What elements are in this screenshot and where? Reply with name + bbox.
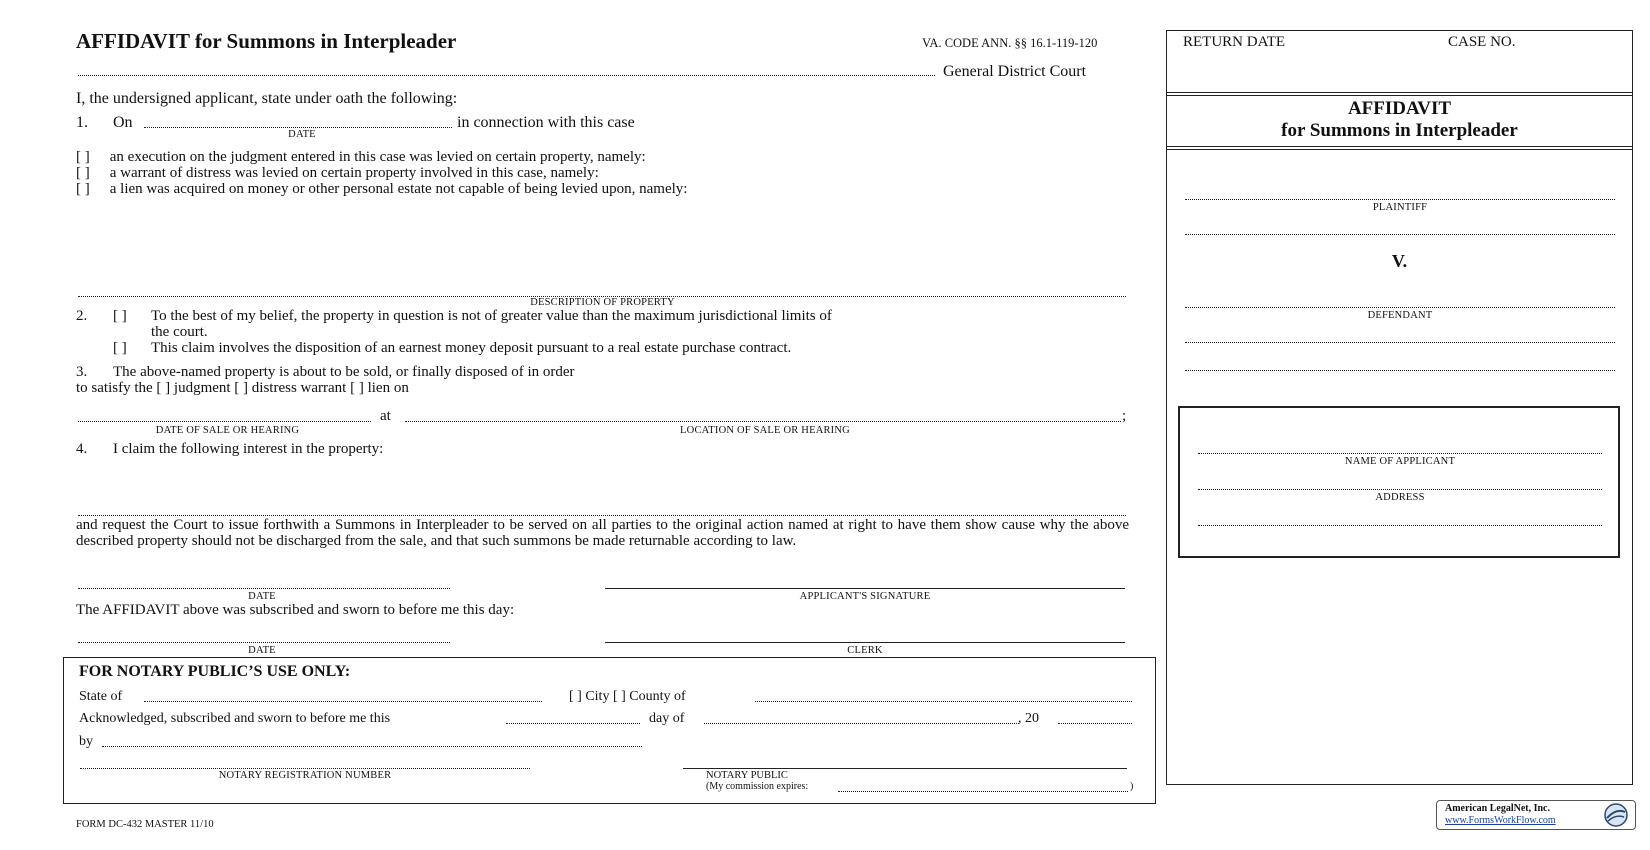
address-label: ADDRESS — [1375, 492, 1425, 503]
applicant-date-label: DATE — [248, 591, 276, 602]
notary-year-prefix: , 20 — [1018, 711, 1039, 726]
item3-number: 3. — [76, 364, 88, 380]
address-field-2[interactable] — [1198, 525, 1602, 526]
publisher-link[interactable]: www.FormsWorkFlow.com — [1445, 815, 1556, 826]
commission-close: ) — [1130, 781, 1134, 792]
checkbox[interactable]: [ ] — [76, 149, 90, 165]
plaintiff-field-2[interactable] — [1185, 234, 1615, 235]
plaintiff-field[interactable] — [1185, 199, 1615, 200]
notary-state-label: State of — [79, 689, 123, 704]
commission-open: (My commission expires: — [706, 781, 809, 792]
item3-at: at — [380, 408, 391, 424]
item1-connection: in connection with this case — [457, 114, 635, 131]
applicant-signature-field[interactable] — [605, 588, 1125, 589]
publisher-name: American LegalNet, Inc. — [1445, 803, 1550, 814]
notary-by-field[interactable] — [102, 746, 642, 747]
court-name-field[interactable] — [78, 75, 935, 76]
notary-county-field[interactable] — [755, 701, 1132, 702]
clerk-date-label: DATE — [248, 645, 276, 656]
item2-number: 2. — [76, 308, 88, 324]
clerk-label: CLERK — [847, 645, 883, 656]
panel-divider-bottom — [1166, 146, 1633, 150]
applicant-box — [1178, 406, 1620, 558]
notary-acknowledged: Acknowledged, subscribed and sworn to before me this — [79, 711, 391, 726]
item4-number: 4. — [76, 441, 88, 457]
form-title: AFFIDAVIT for Summons in Interpleader — [76, 29, 457, 53]
checkbox[interactable]: [ ] — [76, 181, 90, 197]
notary-day-of: day of — [649, 711, 685, 726]
item1-date-field[interactable] — [144, 127, 452, 128]
item2-checkbox-1[interactable]: [ ] — [113, 308, 127, 324]
item1-number: 1. — [76, 114, 88, 131]
notary-by: by — [79, 734, 93, 749]
applicant-name-field[interactable] — [1198, 453, 1602, 454]
address-field[interactable] — [1198, 489, 1602, 490]
court-label: General District Court — [943, 63, 1087, 80]
notary-city-county[interactable]: [ ] City [ ] County of — [569, 689, 686, 704]
notary-state-field[interactable] — [144, 701, 542, 702]
item4-text: I claim the following interest in the property: — [113, 441, 384, 457]
item1-option-3[interactable]: [ ] a lien was acquired on money or other personal estate not capable of being levied upon, namely: — [76, 181, 688, 197]
commission-expiry-field[interactable] — [838, 791, 1128, 792]
sale-date-field[interactable] — [78, 421, 371, 422]
item1-option-1[interactable]: [ ] an execution on the judgment entered in this case was levied on certain property, namely: — [76, 149, 646, 165]
request-paragraph: and request the Court to issue forthwith a Summons in Interpleader to be served on all parties to the original action named at right to have them show cause why the above described property should not be discharged from the sale, and that such summons be made returnable according to law. — [76, 517, 1129, 549]
defendant-label: DEFENDANT — [1367, 310, 1433, 321]
item1-date-label: DATE — [288, 129, 316, 140]
item2-option-2: This claim involves the disposition of an earnest money deposit pursuant to a real estate purchase contract. — [151, 340, 792, 356]
notary-registration-field[interactable] — [80, 768, 530, 769]
applicant-signature-label: APPLICANT'S SIGNATURE — [799, 591, 931, 602]
clerk-signature-field[interactable] — [605, 642, 1125, 643]
publisher-badge[interactable] — [1436, 800, 1636, 830]
notary-month-field[interactable] — [704, 723, 1019, 724]
item3-line2[interactable]: to satisfy the [ ] judgment [ ] distress warrant [ ] lien on — [76, 380, 409, 396]
applicant-date-field[interactable] — [78, 588, 450, 589]
sworn-statement: The AFFIDAVIT above was subscribed and sworn to before me this day: — [76, 602, 515, 618]
item2-option-1-line1: To the best of my belief, the property in question is not of greater value than the maximum jurisdictional limits of — [151, 308, 832, 324]
case-no-label: CASE NO. — [1448, 34, 1516, 50]
item2-option-1-line2: the court. — [151, 324, 208, 340]
notary-heading: FOR NOTARY PUBLIC’S USE ONLY: — [79, 663, 351, 680]
panel-title-line2: for Summons in Interpleader — [1281, 120, 1518, 141]
clerk-date-field[interactable] — [78, 642, 450, 643]
sale-date-label: DATE OF SALE OR HEARING — [155, 425, 300, 436]
globe-icon — [1601, 802, 1631, 828]
panel-title-line1: AFFIDAVIT — [1347, 98, 1452, 119]
applicant-name-label: NAME OF APPLICANT — [1344, 456, 1456, 467]
checkbox[interactable]: [ ] — [76, 165, 90, 181]
interest-claim-field[interactable] — [78, 515, 1126, 516]
notary-public-label: NOTARY PUBLIC — [706, 770, 788, 781]
form-id: FORM DC-432 MASTER 11/10 — [76, 819, 214, 830]
item3-semicolon: ; — [1122, 408, 1127, 424]
item2-checkbox-2[interactable]: [ ] — [113, 340, 127, 356]
plaintiff-label: PLAINTIFF — [1372, 202, 1428, 213]
defendant-field[interactable] — [1185, 307, 1615, 308]
notary-day-field[interactable] — [506, 723, 640, 724]
item1-option-2[interactable]: [ ] a warrant of distress was levied on certain property involved in this case, namely: — [76, 165, 599, 181]
code-reference: VA. CODE ANN. §§ 16.1-119-120 — [922, 36, 1098, 50]
item3-line1: The above-named property is about to be sold, or finally disposed of in order — [113, 364, 575, 380]
versus: V. — [1391, 251, 1408, 271]
sale-location-field[interactable] — [405, 421, 1121, 422]
description-label: DESCRIPTION OF PROPERTY — [530, 297, 675, 308]
sale-location-label: LOCATION OF SALE OR HEARING — [680, 425, 850, 436]
notary-signature-field[interactable] — [683, 768, 1127, 769]
notary-year-field[interactable] — [1058, 723, 1132, 724]
return-date-label: RETURN DATE — [1183, 34, 1286, 50]
defendant-field-2[interactable] — [1185, 342, 1615, 343]
intro-text: I, the undersigned applicant, state under oath the following: — [76, 90, 458, 107]
item1-on: On — [113, 114, 133, 131]
panel-divider-top — [1166, 92, 1633, 96]
defendant-field-3[interactable] — [1185, 370, 1615, 371]
notary-registration-label: NOTARY REGISTRATION NUMBER — [218, 770, 392, 781]
